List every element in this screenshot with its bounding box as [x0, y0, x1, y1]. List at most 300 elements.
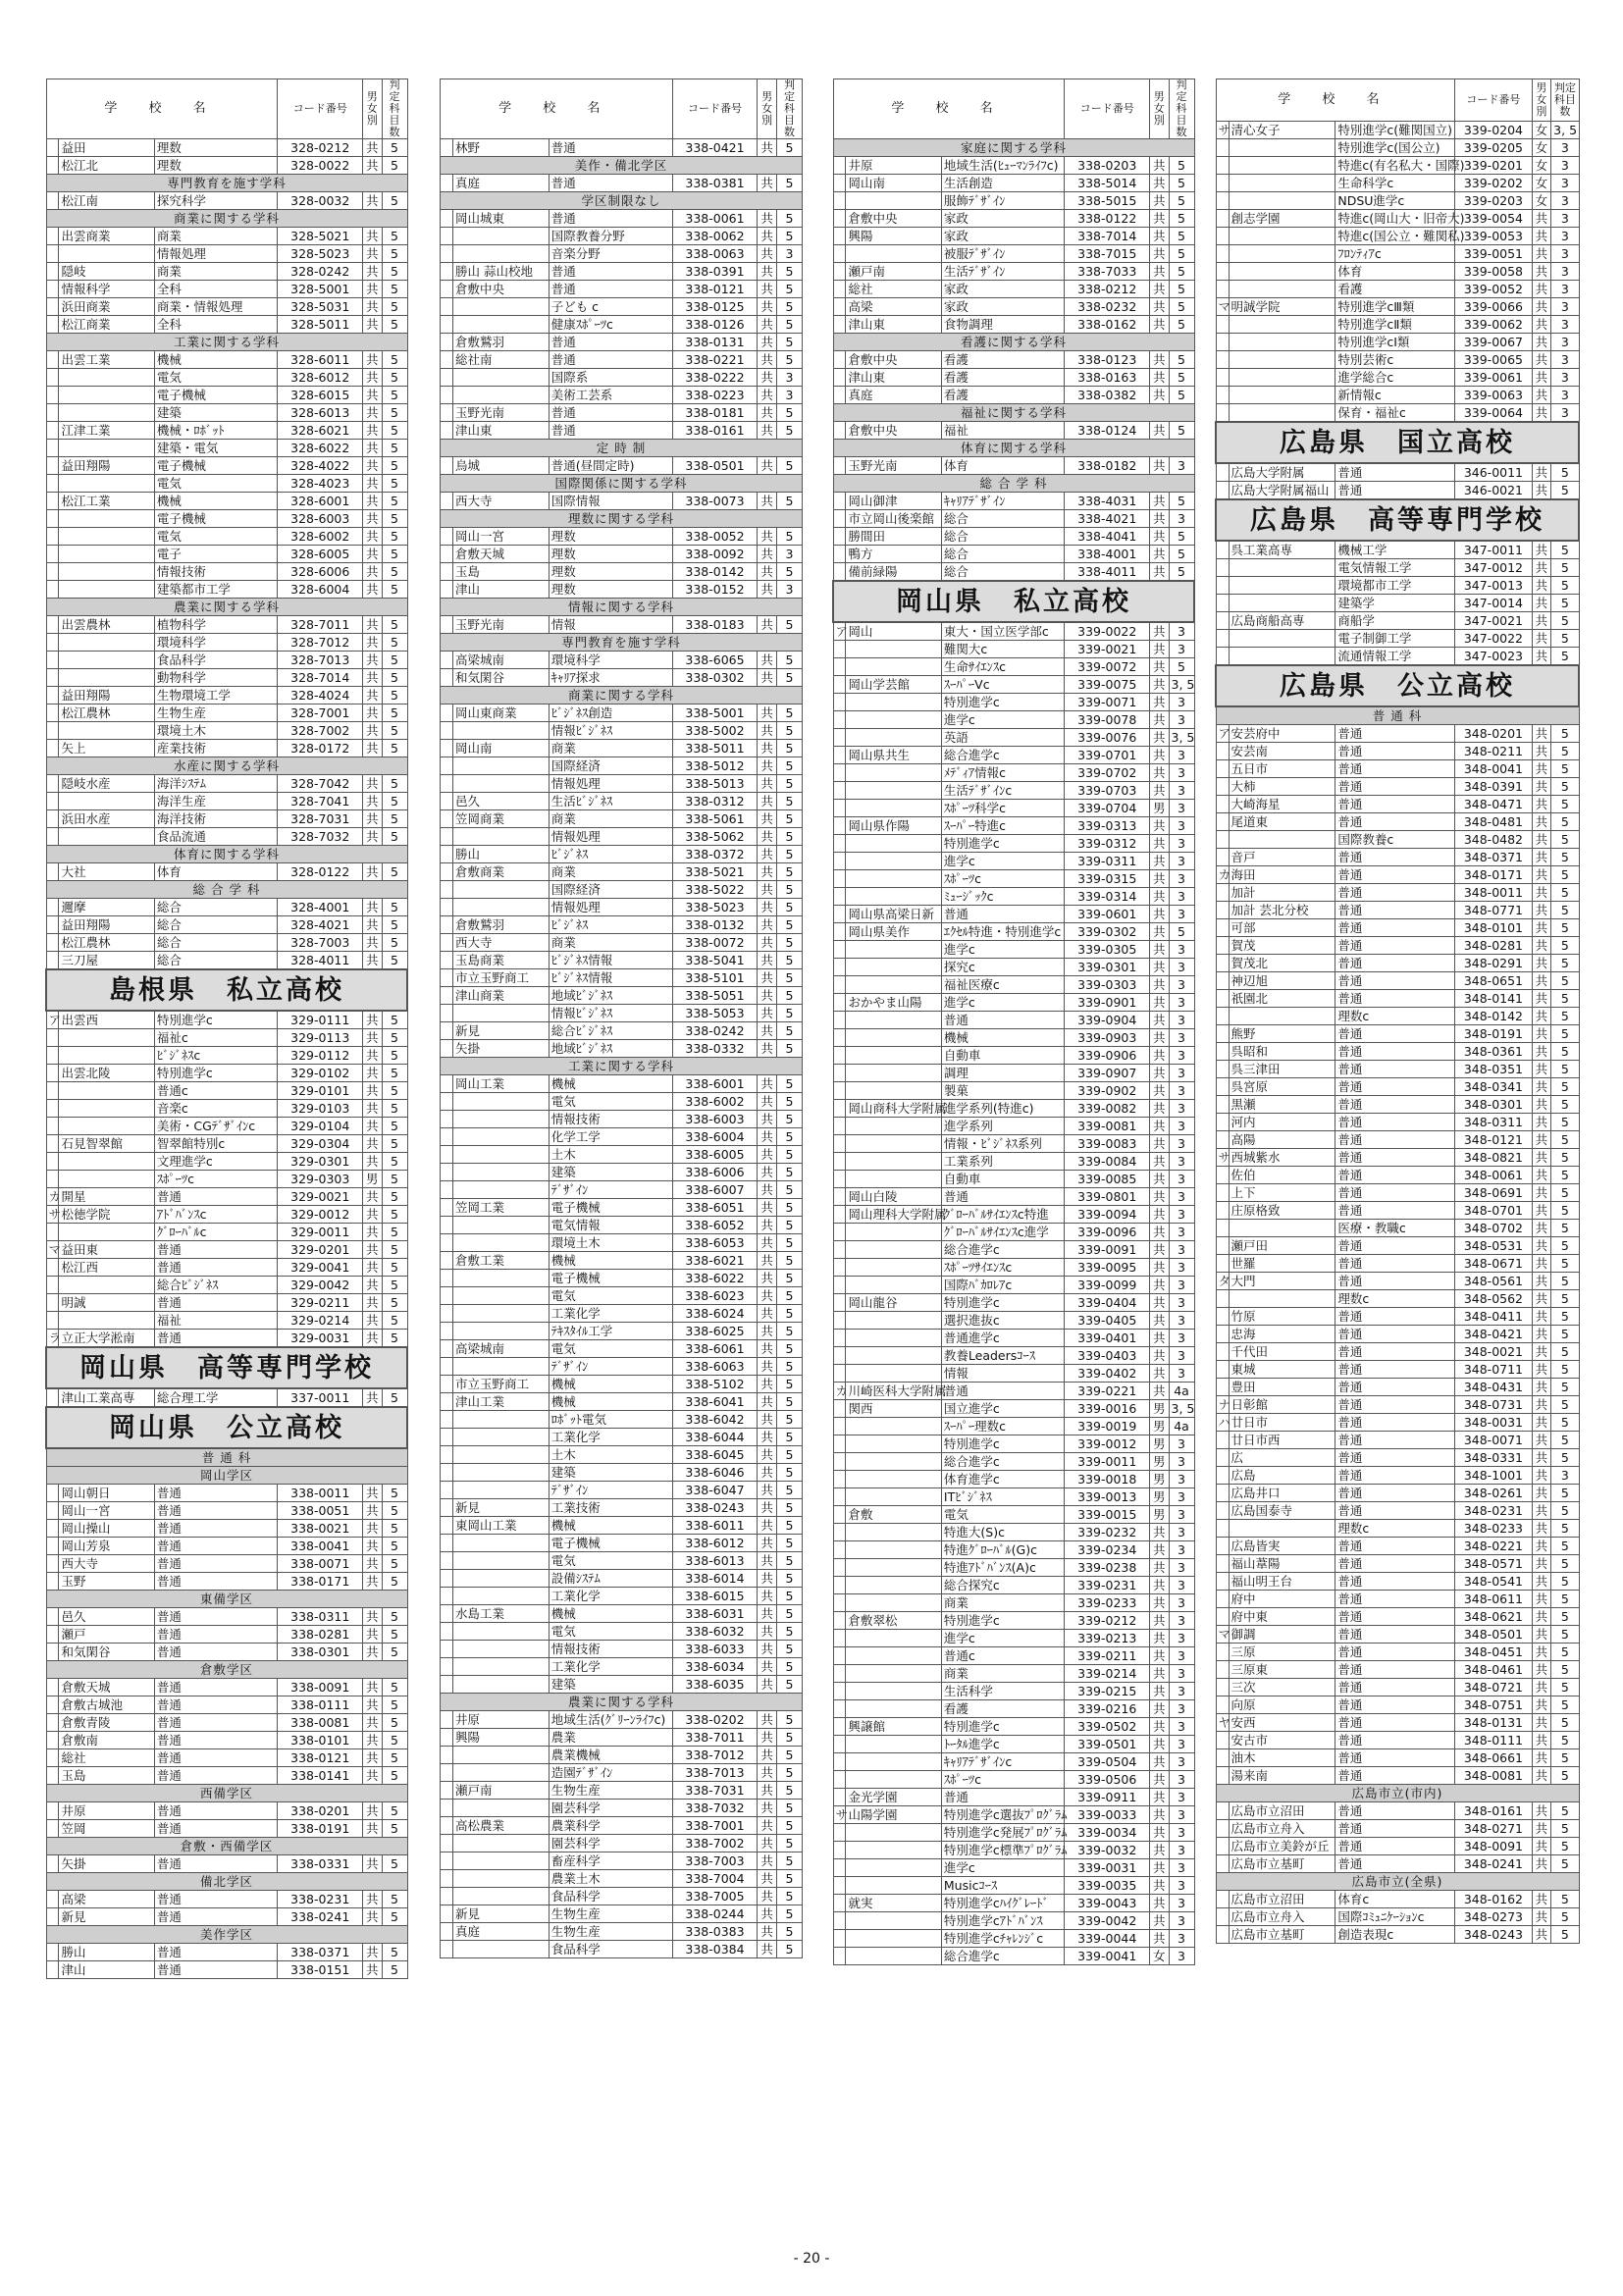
code-number: 348-0671	[1455, 1255, 1532, 1273]
subject-count: 3	[1551, 157, 1579, 175]
subject-count: 5	[1169, 157, 1194, 175]
kana-index	[1216, 902, 1229, 919]
subject-count: 5	[1551, 1343, 1579, 1361]
code-number: 339-0911	[1065, 1789, 1150, 1806]
kana-index	[833, 694, 846, 711]
course-name: 普通	[154, 1502, 278, 1520]
school-name: 神辺旭	[1229, 972, 1335, 990]
school-name: 呉昭和	[1229, 1043, 1335, 1061]
subject-count: 3	[1169, 906, 1194, 923]
table-row	[1216, 990, 1579, 1008]
table-row	[833, 1577, 1194, 1594]
code-number: 348-0651	[1455, 972, 1532, 990]
school-name	[453, 1305, 550, 1323]
subject-count: 3	[1551, 263, 1579, 281]
school-name: 新見	[59, 1908, 154, 1926]
kana-index	[1216, 1096, 1229, 1114]
subject-count: 3	[1551, 228, 1579, 245]
course-name: 機械工学	[1335, 541, 1455, 559]
school-name: 玉野光南	[453, 404, 550, 422]
school-name: 情報科学	[59, 281, 154, 298]
gender-type: 共	[1532, 1308, 1551, 1326]
subject-count: 3	[1169, 764, 1194, 782]
kana-index	[441, 1747, 453, 1764]
school-name: 玉島	[453, 563, 550, 581]
subject-count: 5	[776, 1358, 802, 1376]
code-number: 348-0171	[1455, 866, 1532, 884]
subject-count: 5	[1551, 1449, 1579, 1467]
table-row	[1216, 577, 1579, 595]
code-number: 348-0011	[1455, 884, 1532, 902]
school-name: 西大寺	[453, 493, 550, 510]
category-banner: 岡山県 高等専門学校	[46, 1347, 407, 1388]
gender-type: 共	[758, 828, 777, 846]
subject-count: 5	[382, 1153, 407, 1171]
school-name	[1229, 1520, 1335, 1538]
table-row	[1216, 1061, 1579, 1078]
course-name: 総合理工学	[154, 1388, 278, 1407]
kana-index	[833, 1118, 846, 1135]
kana-index	[441, 828, 453, 846]
gender-type: 共	[1532, 482, 1551, 500]
gender-type: 共	[1532, 866, 1551, 884]
subject-count: 3	[1551, 192, 1579, 210]
table-row	[46, 1171, 407, 1188]
school-name	[846, 1824, 941, 1842]
subject-count: 3	[1169, 1877, 1194, 1895]
kana-index	[441, 281, 453, 298]
course-name: 総合	[941, 546, 1065, 563]
code-number: 346-0011	[1455, 463, 1532, 482]
subject-count: 5	[382, 1944, 407, 1961]
course-name: 普通	[549, 263, 672, 281]
gender-type: 共	[1150, 923, 1169, 941]
table-row	[1216, 831, 1579, 849]
subject-count: 3	[1169, 1824, 1194, 1842]
course-name: 普通	[154, 1538, 278, 1555]
table-row	[1216, 778, 1579, 796]
table-row	[46, 704, 407, 722]
kana-index	[833, 1206, 846, 1224]
school-name	[846, 853, 941, 870]
school-name	[453, 228, 550, 245]
subject-count: 5	[1551, 1520, 1579, 1538]
code-number: 338-6031	[672, 1605, 758, 1623]
kana-index	[441, 493, 453, 510]
course-name: 総合進学c	[941, 1453, 1065, 1471]
code-number: 339-0303	[1065, 976, 1150, 994]
kana-index	[441, 1199, 453, 1217]
subject-count: 5	[382, 1277, 407, 1294]
code-number: 338-0071	[278, 1555, 363, 1573]
kana-index: サ	[1216, 1149, 1229, 1167]
kana-index	[46, 510, 59, 528]
table-row	[441, 404, 803, 422]
kana-index	[833, 1029, 846, 1047]
course-name: ﾋﾞｼﾞﾈｽ	[549, 846, 672, 863]
subject-count: 5	[382, 1891, 407, 1908]
kana-index	[1216, 990, 1229, 1008]
kana-index	[46, 1696, 59, 1714]
code-number: 339-0042	[1065, 1912, 1150, 1930]
school-name	[846, 1877, 941, 1895]
table-row	[1216, 1202, 1579, 1220]
kana-index: ア	[46, 1011, 59, 1029]
kana-index	[441, 1305, 453, 1323]
subject-count: 5	[1551, 849, 1579, 866]
gender-type: 共	[1150, 1012, 1169, 1029]
table-row	[46, 298, 407, 316]
code-number: 338-5001	[672, 704, 758, 722]
table-row	[441, 457, 803, 475]
code-number: 338-0161	[672, 422, 758, 440]
code-number: 339-0213	[1065, 1630, 1150, 1647]
school-name	[1229, 630, 1335, 648]
code-number: 338-6035	[672, 1676, 758, 1694]
subject-count: 5	[382, 351, 407, 369]
course-name: 普通	[1335, 1078, 1455, 1096]
gender-type: 共	[1532, 1025, 1551, 1043]
school-name: 井原	[453, 1711, 550, 1729]
code-number: 339-0238	[1065, 1559, 1150, 1577]
table-row	[441, 281, 803, 298]
subject-count: 5	[776, 563, 802, 581]
course-name: 商業	[154, 228, 278, 245]
gender-type: 共	[1532, 1096, 1551, 1114]
gender-type: 女	[1532, 122, 1551, 139]
table-row	[833, 175, 1194, 192]
subject-count: 5	[382, 387, 407, 404]
subject-count: 5	[776, 1464, 802, 1482]
kana-index	[441, 757, 453, 775]
course-name: 進学系列	[941, 1118, 1065, 1135]
code-number: 338-7032	[672, 1800, 758, 1817]
gender-type: 共	[1150, 1824, 1169, 1842]
course-name: 情報技術	[549, 1641, 672, 1658]
table-row	[46, 281, 407, 298]
subject-count: 5	[776, 1817, 802, 1835]
kana-index	[441, 916, 453, 934]
school-name: 広島商船高専	[1229, 612, 1335, 630]
kana-index	[46, 1259, 59, 1277]
section-header-row	[46, 1467, 407, 1485]
school-name	[846, 1418, 941, 1435]
subject-count: 5	[382, 1908, 407, 1926]
table-row	[46, 1679, 407, 1696]
gender-type: 共	[758, 722, 777, 740]
code-number: 328-4011	[278, 952, 363, 970]
course-name: 機械・ﾛﾎﾞｯﾄ	[154, 422, 278, 440]
school-name	[846, 941, 941, 959]
code-number: 329-0011	[278, 1224, 363, 1241]
course-name: ｽﾎﾟｰﾂc	[154, 1171, 278, 1188]
table-row	[441, 1199, 803, 1217]
school-name	[59, 1029, 154, 1047]
kana-index	[441, 245, 453, 263]
code-number: 339-0221	[1065, 1383, 1150, 1400]
course-name: ｴｸｾﾙ特進・特別進学c	[941, 923, 1065, 941]
kana-index	[46, 652, 59, 669]
subject-count: 5	[1551, 902, 1579, 919]
kana-index	[441, 1764, 453, 1782]
course-name: ﾋﾞｼﾞﾈｽ	[549, 916, 672, 934]
table-row	[46, 1520, 407, 1538]
code-number: 339-0212	[1065, 1612, 1150, 1630]
gender-type: 女	[1532, 192, 1551, 210]
kana-index	[46, 1277, 59, 1294]
gender-type: 共	[1150, 1259, 1169, 1277]
code-number: 338-0072	[672, 934, 758, 952]
table-row	[46, 510, 407, 528]
course-name: 特進c(岡山大・旧帝大)	[1335, 210, 1455, 228]
kana-index	[441, 369, 453, 387]
kana-index	[46, 1820, 59, 1838]
course-name: 植物科学	[154, 616, 278, 634]
school-name	[846, 764, 941, 782]
course-name: 農業科学	[549, 1817, 672, 1835]
section-title: 商業に関する学科	[441, 687, 803, 704]
school-name: 矢上	[59, 740, 154, 757]
table-row	[46, 546, 407, 563]
school-table-column-1	[45, 78, 408, 1979]
subject-count: 5	[776, 846, 802, 863]
gender-type: 共	[1150, 369, 1169, 387]
subject-count: 5	[1169, 245, 1194, 263]
kana-index	[441, 334, 453, 351]
code-number: 329-0104	[278, 1118, 363, 1135]
section-header-row	[46, 1661, 407, 1679]
kana-index	[46, 563, 59, 581]
subject-count: 5	[776, 263, 802, 281]
code-number: 339-0033	[1065, 1806, 1150, 1824]
table-row	[833, 1559, 1194, 1577]
table-row	[833, 1647, 1194, 1665]
kana-index	[441, 1234, 453, 1252]
kana-index	[1216, 541, 1229, 559]
kana-index	[1216, 1167, 1229, 1184]
course-name: 化学工学	[549, 1128, 672, 1146]
subject-count: 5	[382, 1029, 407, 1047]
kana-index	[833, 1488, 846, 1506]
table-row	[46, 563, 407, 581]
subject-count: 3	[1169, 1118, 1194, 1135]
school-name	[1229, 369, 1335, 387]
school-name	[453, 1535, 550, 1552]
school-name	[1229, 831, 1335, 849]
school-name	[453, 1005, 550, 1022]
gender-type: 共	[758, 1676, 777, 1694]
gender-type: 男	[1150, 1471, 1169, 1488]
subject-count: 3, 5	[1169, 676, 1194, 694]
school-name: 岡山県美作	[846, 923, 941, 941]
school-name	[1229, 139, 1335, 157]
course-name: 土木	[549, 1146, 672, 1164]
table-row	[441, 581, 803, 599]
school-name: 岡山東商業	[453, 704, 550, 722]
school-name: 黒瀬	[1229, 1096, 1335, 1114]
kana-index	[441, 1482, 453, 1499]
kana-index	[46, 1608, 59, 1626]
table-row	[1216, 1679, 1579, 1696]
subject-count: 3	[1551, 316, 1579, 334]
code-number: 348-0731	[1455, 1396, 1532, 1414]
gender-type: 共	[1532, 245, 1551, 263]
kana-index	[46, 1171, 59, 1188]
code-number: 328-6022	[278, 440, 363, 457]
table-row	[46, 1626, 407, 1644]
gender-type: 共	[758, 1075, 777, 1093]
course-name: 全科	[154, 316, 278, 334]
school-name: 隠岐水産	[59, 775, 154, 793]
gender-type: 共	[1532, 1255, 1551, 1273]
school-name: 岡山工業	[453, 1075, 550, 1093]
kana-index	[46, 387, 59, 404]
kana-index	[833, 1277, 846, 1294]
gender-type: 共	[363, 1626, 382, 1644]
course-name: 総合ﾋﾞｼﾞﾈｽ	[154, 1277, 278, 1294]
table-row	[441, 899, 803, 916]
code-number: 339-0065	[1455, 351, 1532, 369]
school-name	[846, 835, 941, 853]
course-name: 普通	[154, 1802, 278, 1820]
kana-index	[833, 658, 846, 676]
school-name	[846, 1347, 941, 1365]
school-name: 真庭	[453, 1923, 550, 1941]
gender-type: 共	[1150, 853, 1169, 870]
kana-index: ナ	[1216, 1396, 1229, 1414]
subject-count: 5	[776, 334, 802, 351]
table-row	[1216, 1361, 1579, 1379]
table-row	[1216, 919, 1579, 937]
code-number: 338-0221	[672, 351, 758, 369]
subject-count: 5	[1551, 1644, 1579, 1661]
kana-index: マ	[1216, 298, 1229, 316]
kana-index	[833, 1771, 846, 1789]
gender-type: 共	[363, 1118, 382, 1135]
course-name: 普通	[1335, 1326, 1455, 1343]
school-name: 岡山南	[453, 740, 550, 757]
school-name: 岡山	[846, 622, 941, 641]
gender-type: 共	[363, 228, 382, 245]
kana-index	[441, 1111, 453, 1128]
code-number: 338-0223	[672, 387, 758, 404]
subject-count: 5	[382, 157, 407, 175]
course-name: Musicｺｰｽ	[941, 1877, 1065, 1895]
subject-count: 3	[1169, 1029, 1194, 1047]
table-row	[1216, 866, 1579, 884]
school-name	[846, 1559, 941, 1577]
table-row	[1216, 1573, 1579, 1591]
code-number: 339-0011	[1065, 1453, 1150, 1471]
gender-type: 共	[1532, 369, 1551, 387]
school-name: 石見智翠館	[59, 1135, 154, 1153]
school-name	[59, 1118, 154, 1135]
course-name: 理数c	[1335, 1520, 1455, 1538]
kana-index	[833, 316, 846, 334]
table-row	[46, 1502, 407, 1520]
school-name	[1229, 351, 1335, 369]
school-name	[846, 1736, 941, 1753]
table-row	[833, 976, 1194, 994]
subject-count: 5	[1551, 1361, 1579, 1379]
course-name: 工業化学	[549, 1305, 672, 1323]
code-number: 339-0015	[1065, 1506, 1150, 1524]
subject-count: 5	[382, 1171, 407, 1188]
table-row	[1216, 1114, 1579, 1131]
gender-type: 共	[758, 1323, 777, 1340]
course-name: 普通	[1335, 463, 1455, 482]
subject-count: 3	[1169, 711, 1194, 729]
gender-type: 共	[758, 581, 777, 599]
subject-count: 5	[382, 1330, 407, 1348]
header-school-name: 学 校 名	[1216, 79, 1455, 122]
school-name: 矢掛	[453, 1040, 550, 1058]
section-header-row	[441, 1058, 803, 1075]
code-number: 338-6042	[672, 1411, 758, 1429]
code-number: 339-0404	[1065, 1294, 1150, 1312]
code-number: 338-0242	[672, 1022, 758, 1040]
school-name: 広島皆実	[1229, 1538, 1335, 1555]
gender-type: 共	[758, 1252, 777, 1270]
table-row	[833, 923, 1194, 941]
code-number: 338-6022	[672, 1270, 758, 1287]
code-number: 328-5011	[278, 316, 363, 334]
table-row	[1216, 157, 1579, 175]
subject-count: 3	[1551, 298, 1579, 316]
code-number: 347-0013	[1455, 577, 1532, 595]
course-name: 普通	[1335, 1485, 1455, 1502]
course-name: 普通	[1335, 1644, 1455, 1661]
school-name	[453, 1641, 550, 1658]
course-name: 商業	[549, 740, 672, 757]
subject-count: 5	[776, 863, 802, 881]
table-row	[441, 1870, 803, 1888]
code-number: 338-7002	[672, 1835, 758, 1852]
gender-type: 共	[1532, 298, 1551, 316]
kana-index	[833, 1506, 846, 1524]
table-row	[441, 422, 803, 440]
gender-type: 共	[1532, 1502, 1551, 1520]
kana-index	[441, 563, 453, 581]
kana-index	[833, 1047, 846, 1065]
gender-type: 共	[363, 704, 382, 722]
course-name: 工業化学	[549, 1429, 672, 1446]
gender-type: 共	[758, 316, 777, 334]
subject-count: 5	[1551, 559, 1579, 577]
subject-count: 5	[1551, 1131, 1579, 1149]
gender-type: 男	[1150, 1453, 1169, 1471]
gender-type: 共	[1532, 990, 1551, 1008]
course-name: 国際系	[549, 369, 672, 387]
code-number: 348-0541	[1455, 1573, 1532, 1591]
subject-count: 3	[1169, 1524, 1194, 1541]
school-name	[1229, 1008, 1335, 1025]
code-number: 328-7014	[278, 669, 363, 687]
course-name: 普通	[1335, 1308, 1455, 1326]
course-name: 工業系列	[941, 1153, 1065, 1171]
table-row	[833, 1294, 1194, 1312]
section-title: 福祉に関する学科	[833, 404, 1194, 422]
school-name: 岡山芳泉	[59, 1538, 154, 1555]
course-name: 教養Leadersｺｰｽ	[941, 1347, 1065, 1365]
table-row	[441, 810, 803, 828]
school-name	[846, 1029, 941, 1047]
gender-type: 共	[758, 1217, 777, 1234]
table-row	[441, 1623, 803, 1641]
code-number: 339-0031	[1065, 1859, 1150, 1877]
gender-type: 共	[758, 263, 777, 281]
school-name: 広島	[1229, 1467, 1335, 1485]
